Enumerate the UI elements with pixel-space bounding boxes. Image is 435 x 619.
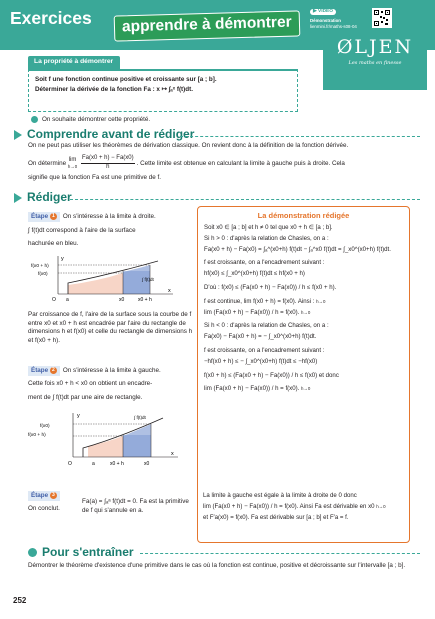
property-body [28, 69, 298, 112]
demo-line: lim (Fa(x0 + h) − Fa(x0)) / h = f(x0). h→0 [204, 308, 311, 316]
graph1-x-label: x [168, 288, 171, 294]
triangle-arrow-icon [14, 130, 22, 140]
graph1-label-origin: O [52, 297, 56, 303]
graph-right-limit [28, 253, 193, 308]
property-note: On souhaite démontrer cette propriété. [31, 116, 298, 124]
section-divider [140, 553, 420, 554]
video-label: Démonstration [310, 18, 341, 24]
limit-expression: lim h→0 [67, 156, 78, 170]
step-3-text: Fa(a) = ∫ₐᵃ f(t)dt = 0. Fa est la primitive de f qui s'annule en a. [82, 498, 189, 515]
graph1-label-fxh: f(x0 + h) [31, 264, 49, 269]
demo-line: −hf(x0 + h) ≤ − ∫_x0^(x0+h) f(t)dt ≤ −hf(x0) [204, 357, 318, 365]
bullet-icon [28, 548, 37, 557]
graph1-label-x0: x0 [119, 297, 125, 303]
page-number: 252 [13, 596, 27, 605]
step-3-title: On conclut. [28, 505, 60, 513]
step-2-block [28, 366, 193, 402]
graph1-label-integral: ∫ f(t)dt [142, 277, 154, 282]
demo-line: lim (Fa(x0 + h) − Fa(x0)) / h = f(x0). h→0 [204, 385, 311, 393]
demo-line: hf(x0) ≤ ∫_x0^(x0+h) f(t)dt ≤ hf(x0 + h) [204, 270, 305, 278]
step-1-header: Étape 1 On s'intéresse à la limite à droite. [28, 212, 193, 222]
video-url[interactable]: lienmini.fr/maths-s08-04 [310, 24, 357, 30]
property-line-1: Soit f une fonction continue positive et croissante sur [a ; b]. [35, 75, 217, 83]
property-heading: La propriété à démontrer [28, 56, 120, 69]
demo-line: D'où : f(x0) ≤ (Fa(x0 + h) − Fa(x0)) / h ≤ f(x0 + h). [204, 283, 337, 291]
demo-conclusion-line: lim (Fa(x0 + h) − Fa(x0)) / h = f(x0). Ainsi Fa est dérivable en x0 h→0 [203, 502, 386, 510]
graph2-label-fx: f(x0) [40, 424, 50, 429]
demo-line: f est continue, lim f(x0 + h) = f(x0). Ainsi : h→0 [204, 297, 326, 305]
section1-paragraph-3: signifie que la fonction Fa est une primitive de f. [28, 174, 162, 181]
step-3-block [28, 491, 73, 514]
graph1-label-fx: f(x0) [38, 272, 48, 277]
demo-line: Si h > 0 : d'après la relation de Chasles, on a : [204, 234, 329, 242]
graph1-label-x0h: x0 + h [138, 297, 152, 303]
etape-label: Étape 2 [28, 366, 60, 376]
etape-label: Étape 3 [28, 491, 60, 501]
demonstration-heading: La démonstration rédigée [257, 211, 350, 220]
section-rediger-title: Rédiger [14, 190, 72, 206]
qr-code-icon[interactable] [372, 8, 392, 28]
graph2-label-fxh: f(x0 + h) [28, 433, 46, 438]
graph1-label-a: a [66, 297, 69, 303]
graph2-label-x0h: x0 + h [110, 461, 124, 467]
step-1-text-3: Par croissance de f, l'aire de la surface sous la courbe de f entre x0 et x0 + h est encadrée par l'aire du rectangle de dimensions h et f(x0) et celle du rectangle de dimensions h et f(x0 + h). [28, 311, 193, 344]
graph1-y-label: y [61, 256, 64, 262]
step-3-header [28, 491, 73, 501]
property-line-2: Déterminer la dérivée de la fonction Fa : x ↦ ∫ₐˣ f(t)dt. [35, 86, 193, 94]
triangle-arrow-icon [14, 193, 22, 203]
demo-line: f est croissante, on a l'encadrement suivant : [204, 346, 325, 354]
step-2-text-2: ment de ∫ f(t)dt par une aire de rectangle. [28, 393, 143, 401]
step-1-text-2: hachurée en bleu. [28, 239, 79, 247]
demo-conclusion-line: et F′a(x0) = f(x0). Fa est dérivable sur [a ; b] et F′a = f. [203, 513, 349, 521]
oljen-logo: ØLJEN Les maths en finesse [323, 32, 427, 90]
step-1-text-1: ∫ f(t)dt correspond à l'aire de la surface [28, 227, 136, 235]
graph2-label-a: a [92, 461, 95, 467]
step-2-text-1: Cette fois x0 + h < x0 on obtient un encadre- [28, 380, 153, 388]
graph2-label-x0: x0 [144, 461, 150, 467]
section-entrainer-title: Pour s'entraîner [28, 545, 134, 561]
page-subtitle-badge: apprendre à démontrer [114, 10, 300, 42]
section1-paragraph-1: On ne peut pas utiliser les théorèmes de dérivation classique. On revient donc à la définition de la fonction dérivée. [28, 142, 349, 149]
demonstration-body [204, 224, 404, 396]
step-1-block [28, 212, 193, 248]
demo-line: Fa(x0) − Fa(x0 + h) = − ∫_x0^(x0+h) f(t)dt. [204, 333, 317, 341]
graph2-x-label: x [171, 451, 174, 457]
section1-paragraph-2: On détermine lim h→0 $\frac{Fa(x0 + h) - Fa(x0)}{h}$ . Cette limite est obtenue en calculant la limite à gauche puis à droite. Cela [28, 155, 345, 170]
step-2-header: Étape 2 On s'intéresse à la limite à gauche. [28, 366, 193, 376]
demo-conclusion-line: La limite à gauche est égale à la limite à droite de 0 donc [203, 492, 357, 499]
difference-quotient: $\frac{Fa(x0 + h) - Fa(x0)}{h}$ [81, 155, 134, 170]
video-tag: ▶ VIDÉO [310, 9, 336, 15]
section-divider [70, 199, 420, 200]
graph2-label-integral: ∫ f(t)dt [134, 415, 146, 420]
page-title: Exercices [10, 8, 92, 28]
graph-left-limit [28, 410, 193, 470]
demo-line: Si h < 0 : d'après la relation de Chasles, on a : [204, 322, 329, 330]
section-divider [180, 136, 420, 137]
demo-line: f(x0 + h) ≤ (Fa(x0 + h) − Fa(x0)) / h ≤ f(x0) et donc [204, 371, 339, 379]
demo-line: Fa(x0 + h) − Fa(x0) = ∫ₐ^(x0+h) f(t)dt − ∫ₐ^x0 f(t)dt = ∫_x0^(x0+h) f(t)dt. [204, 245, 391, 253]
bullet-icon [31, 116, 38, 123]
section-comprendre-title: Comprendre avant de rédiger [14, 127, 194, 143]
graph2-y-label: y [77, 413, 80, 419]
exercise-text: Démontrer le théorème d'existence d'une primitive dans le cas où la fonction est continue, positive et décroissante sur l'intervalle [a ; b]. [28, 562, 406, 569]
demo-line: f est croissante, on a l'encadrement suivant : [204, 259, 325, 267]
etape-label: Étape 1 [28, 212, 60, 222]
demo-line: Soit x0 ∈ [a ; b] et h ≠ 0 tel que x0 + h ∈ [a ; b]. [204, 224, 333, 231]
demonstration-conclusion [197, 490, 410, 542]
graph2-label-origin: O [68, 461, 72, 467]
